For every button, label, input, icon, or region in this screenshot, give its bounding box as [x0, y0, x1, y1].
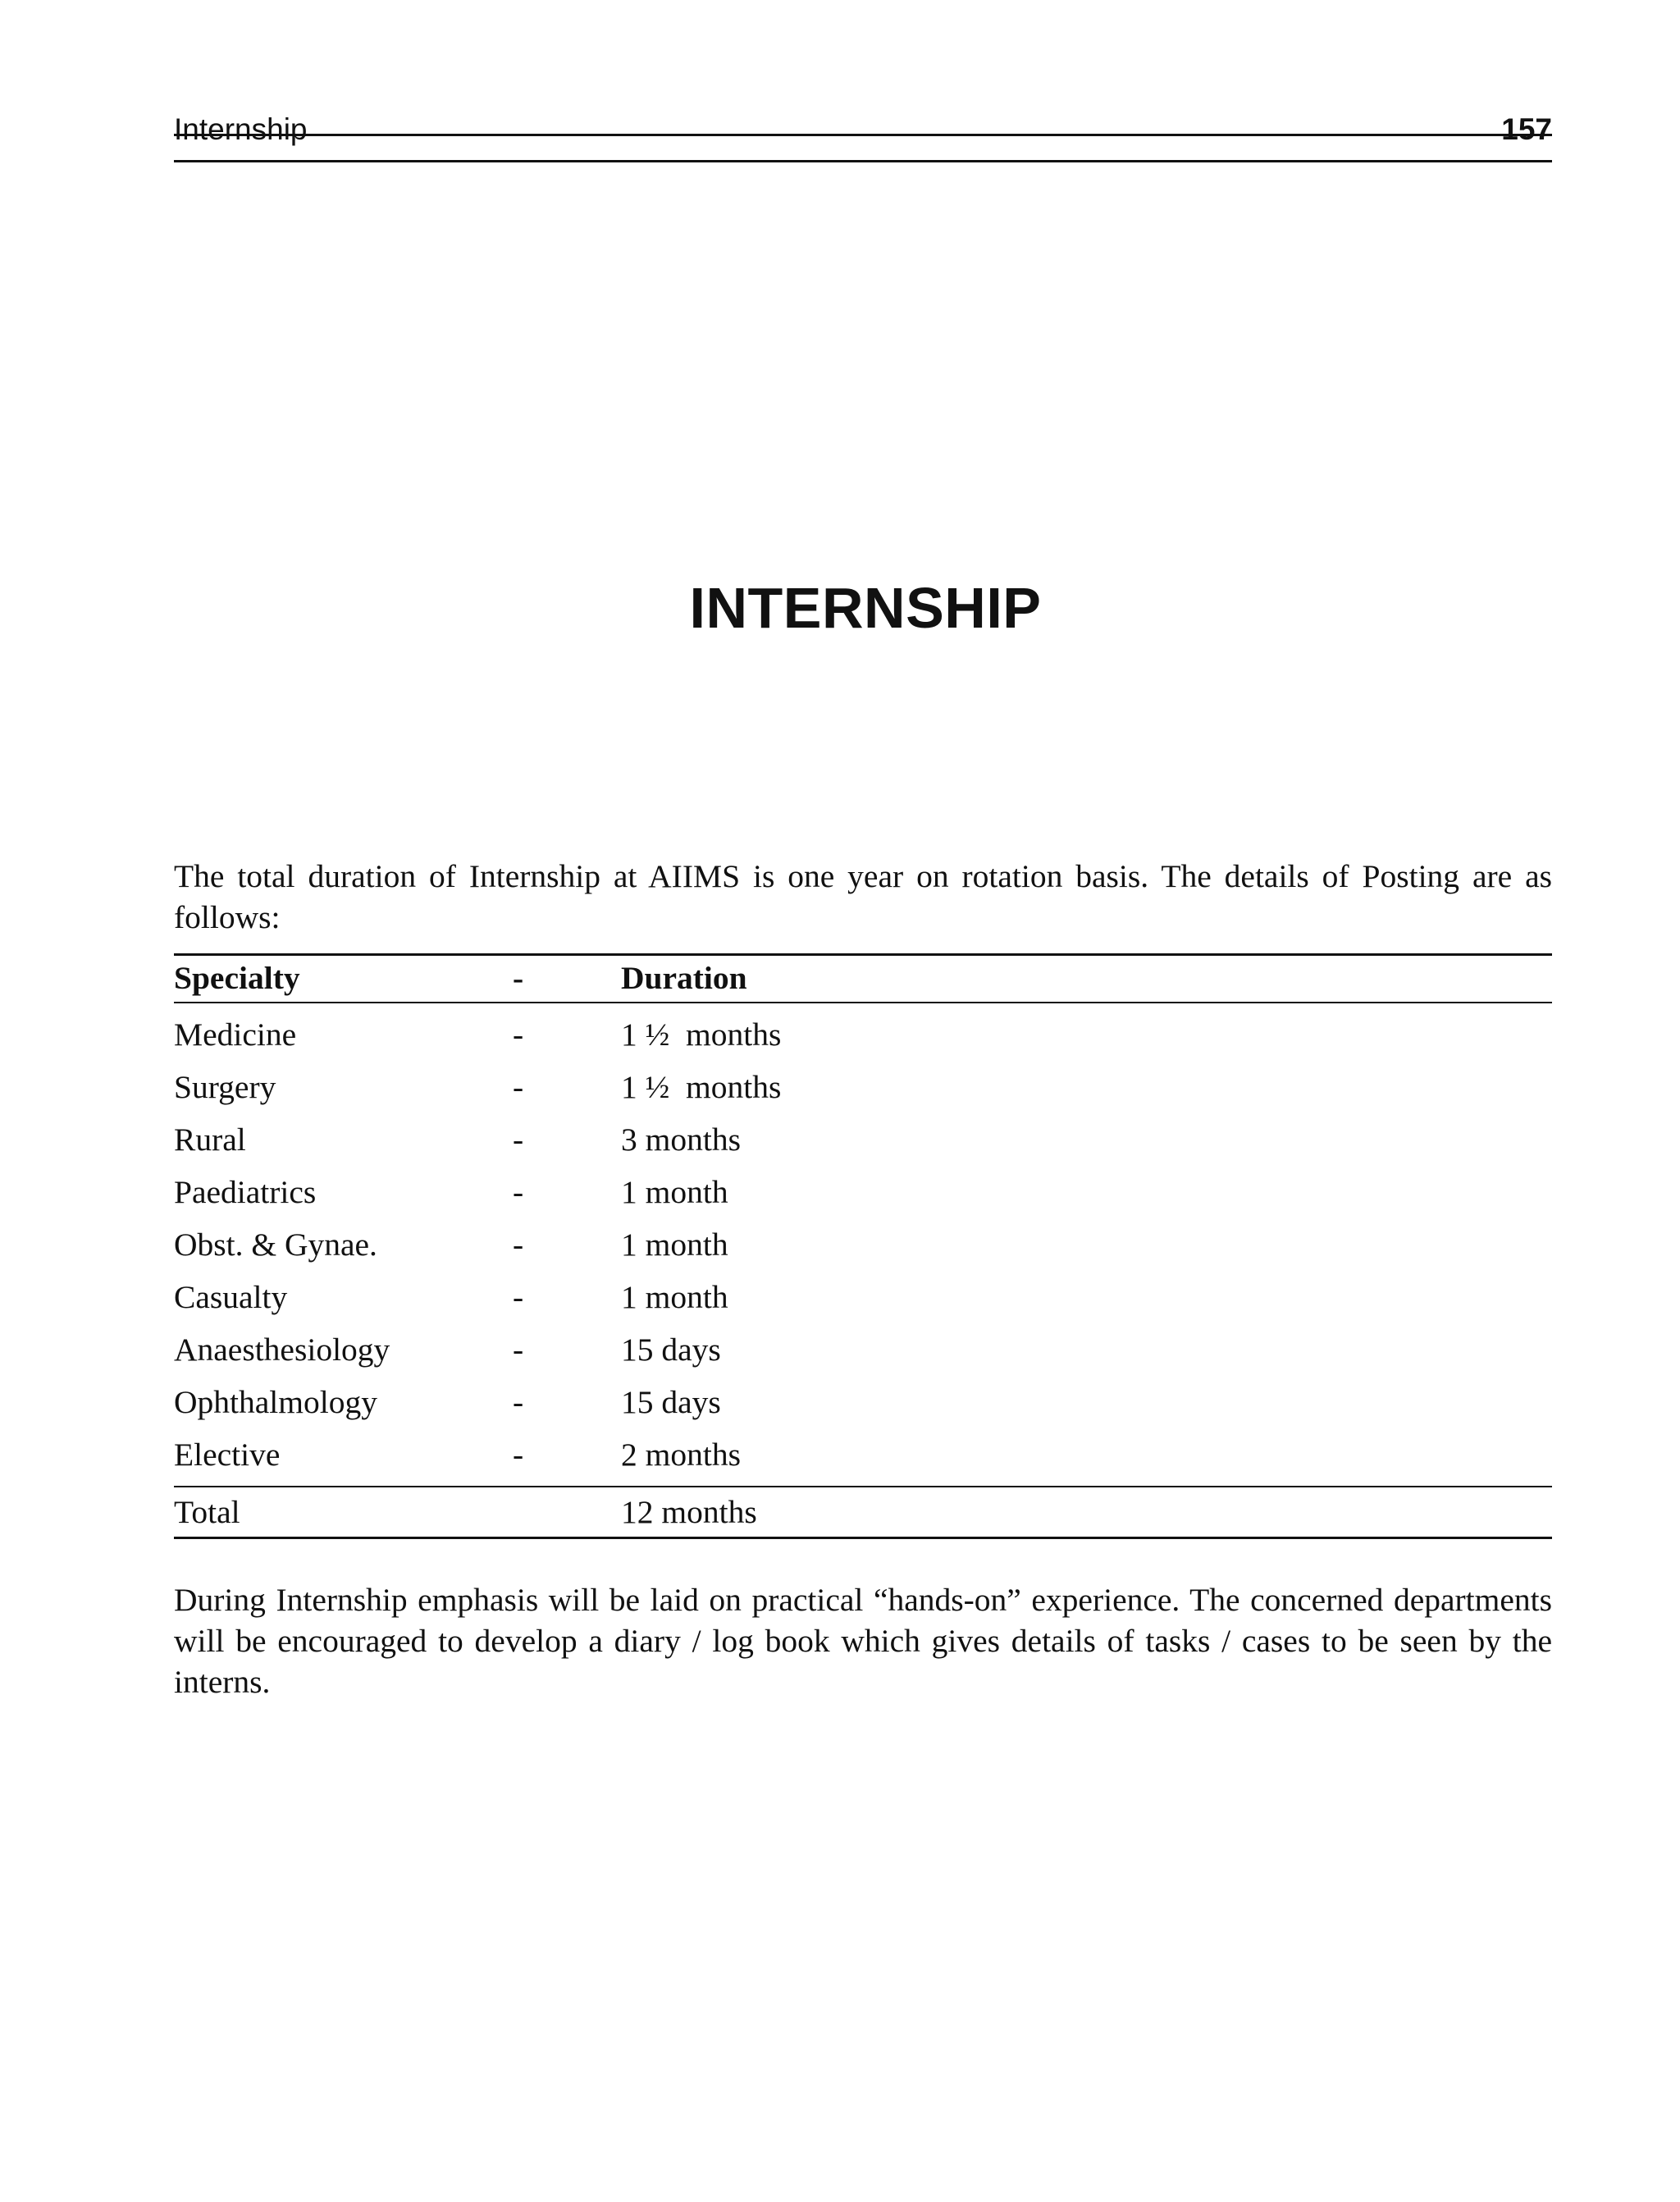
row-separator: - — [513, 1279, 524, 1315]
table-row — [174, 1166, 1552, 1218]
row-separator: - — [513, 1227, 524, 1263]
posting-table — [174, 953, 1552, 1539]
row-duration: 15 days — [621, 1384, 721, 1420]
page-number: 157 — [1501, 112, 1552, 146]
header-rule-bottom — [174, 160, 1552, 162]
row-duration: 15 days — [621, 1332, 721, 1368]
row-separator: - — [513, 1332, 524, 1368]
table-row — [174, 1061, 1552, 1113]
table-row — [174, 1376, 1552, 1428]
row-separator: - — [513, 1069, 524, 1105]
row-separator: - — [513, 1174, 524, 1210]
row-separator: - — [513, 1384, 524, 1420]
table-row — [174, 1428, 1552, 1481]
total-label: Total — [174, 1494, 240, 1530]
row-duration: 1 ½ months — [621, 1016, 782, 1053]
row-duration: 1 ½ months — [621, 1069, 782, 1105]
row-specialty: Rural — [174, 1122, 246, 1158]
row-separator: - — [513, 1437, 524, 1473]
row-duration: 3 months — [621, 1122, 741, 1158]
header-rule-top — [174, 134, 1552, 136]
row-specialty: Ophthalmology — [174, 1384, 377, 1420]
chapter-title: INTERNSHIP — [689, 575, 1042, 640]
table-row — [174, 1323, 1552, 1376]
table-row — [174, 1218, 1552, 1271]
table-row — [174, 1008, 1552, 1061]
row-specialty: Casualty — [174, 1279, 288, 1315]
table-row — [174, 1113, 1552, 1166]
row-specialty: Obst. & Gynae. — [174, 1227, 377, 1263]
row-specialty: Medicine — [174, 1016, 297, 1053]
running-header — [174, 112, 1552, 164]
header-duration: Duration — [621, 960, 747, 996]
row-separator: - — [513, 1016, 524, 1053]
intro-paragraph: The total duration of Internship at AIIMS is one year on rotation basis. The details of Posting are as follows: — [174, 858, 1552, 935]
row-specialty: Surgery — [174, 1069, 276, 1105]
running-header-title: Internship — [174, 112, 308, 146]
table-body — [174, 1003, 1552, 1486]
header-specialty: Specialty — [174, 960, 300, 996]
row-duration: 1 month — [621, 1174, 728, 1210]
header-separator: - — [513, 960, 524, 996]
table-total-row — [174, 1486, 1552, 1539]
row-specialty: Anaesthesiology — [174, 1332, 390, 1368]
row-duration: 1 month — [621, 1227, 728, 1263]
row-separator: - — [513, 1122, 524, 1158]
total-duration: 12 months — [621, 1494, 757, 1530]
row-specialty: Elective — [174, 1437, 281, 1473]
closing-paragraph: During Internship emphasis will be laid on practical “hands-on” experience. The concerned departments will be encouraged to develop a diary / log book which gives details of tasks / cases to be seen by the interns. — [174, 1582, 1552, 1700]
table-row — [174, 1271, 1552, 1323]
row-duration: 1 month — [621, 1279, 728, 1315]
table-header-row — [174, 953, 1552, 1003]
row-specialty: Paediatrics — [174, 1174, 317, 1210]
row-duration: 2 months — [621, 1437, 741, 1473]
